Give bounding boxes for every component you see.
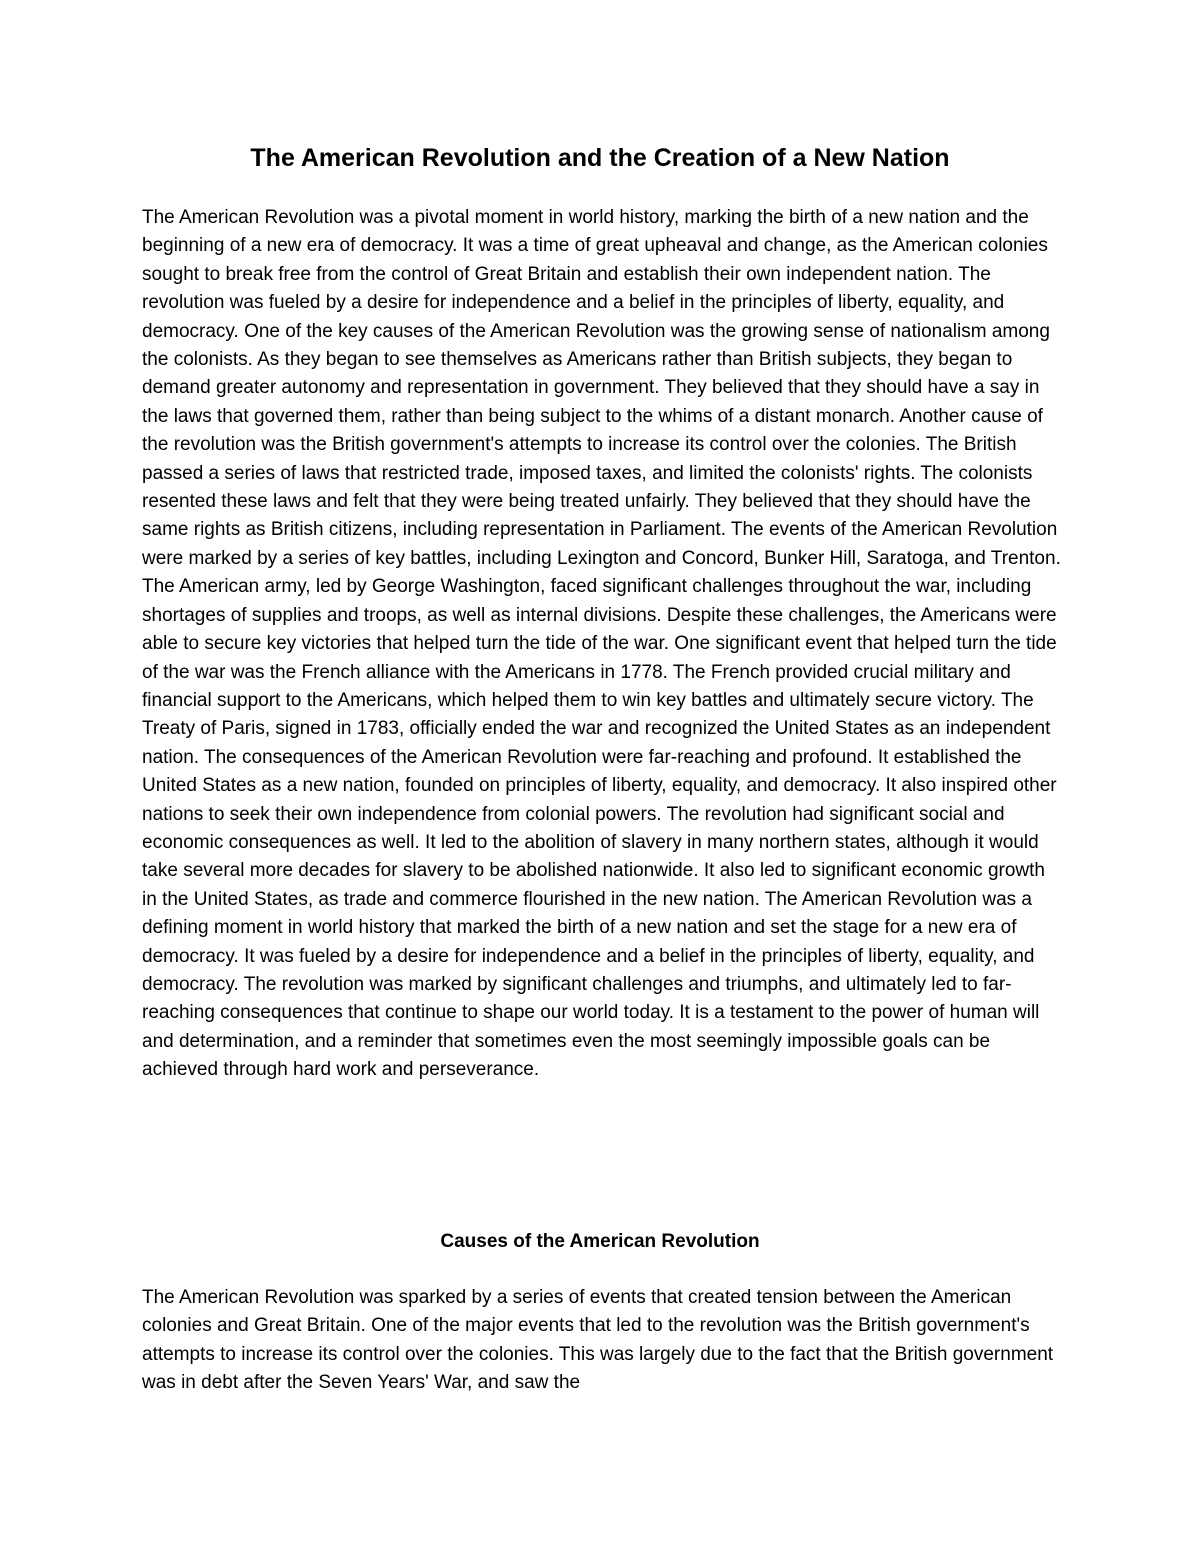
section-heading: Causes of the American Revolution [440, 1231, 760, 1252]
intro-paragraph: The American Revolution was a pivotal moment in world history, marking the birth of a new nation and the beginning of a new era of democracy. It was a time of great upheaval and change, as the American colonies sought to break free from the control of Great Britain and establish their own independent nation. The revolution was fueled by a desire for independence and a belief in the principles of liberty, equality, and democracy. One of the key causes of the American Revolution was the growing sense of nationalism among the colonists. As they began to see themselves as Americans rather than British subjects, they began to demand greater autonomy and representation in government. They believed that they should have a say in the laws that governed them, rather than being subject to the whims of a distant monarch. Another cause of the revolution was the British government's attempts to increase its control over the colonies. The British passed a series of laws that restricted trade, imposed taxes, and limited the colonists' rights. The colonists resented these laws and felt that they were being treated unfairly. They believed that they should have the same rights as British citizens, including representation in Parliament. The events of the American Revolution were marked by a series of key battles, including Lexington and Concord, Bunker Hill, Saratoga, and Trenton. The American army, led by George Washington, faced significant challenges throughout the war, including shortages of supplies and troops, as well as internal divisions. Despite these challenges, the Americans were able to secure key victories that helped turn the tide of the war. One significant event that helped turn the tide of the war was the French alliance with the Americans in 1778. The French provided crucial military and financial support to the Americans, which helped them to win key battles and ultimately secure victory. The Treaty of Paris, signed in 1783, officially ended the war and recognized the United States as an independent nation. The consequences of the American Revolution were far-reaching and profound. It established the United States as a new nation, founded on principles of liberty, equality, and democracy. It also inspired other nations to seek their own independence from colonial powers. The revolution had significant social and economic consequences as well. It led to the abolition of slavery in many northern states, although it would take several more decades for slavery to be abolished nationwide. It also led to significant economic growth in the United States, as trade and commerce flourished in the new nation. The American Revolution was a defining moment in world history that marked the birth of a new nation and set the stage for a new era of democracy. It was fueled by a desire for independence and a belief in the principles of liberty, equality, and democracy. The revolution was marked by significant challenges and triumphs, and ultimately led to far-reaching consequences that continue to shape our world today. It is a testament to the power of human will and determination, and a reminder that sometimes even the most seemingly impossible goals can be achieved through hard work and perseverance. [142, 207, 1061, 1081]
section-paragraph: The American Revolution was sparked by a series of events that created tension between the American colonies and Great Britain. One of the major events that led to the revolution was the British government's attempts to increase its control over the colonies. This was largely due to the fact that the British government was in debt after the Seven Years' War, and saw the [142, 1287, 1054, 1394]
document-title: The American Revolution and the Creation of a New Nation [250, 144, 950, 172]
